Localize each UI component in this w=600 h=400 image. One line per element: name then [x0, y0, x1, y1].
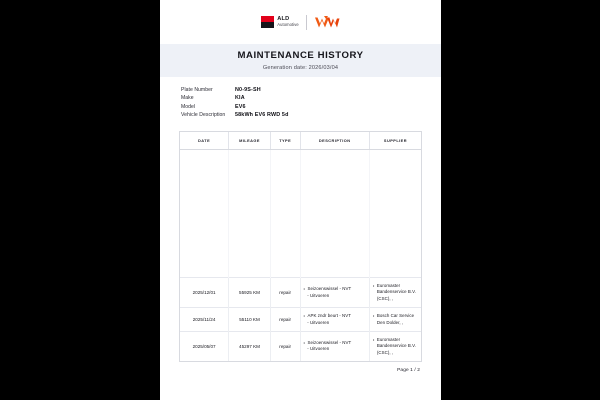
detail-label: Make: [181, 95, 194, 102]
cell-date: 2025/05/07: [180, 331, 229, 361]
supplier-line-1: Bosch Car Service Den Dolder, ,: [376, 313, 415, 325]
supplier-bullet: [373, 283, 418, 302]
bullet-dot-icon: •: [372, 336, 375, 342]
bullet-dot-icon: •: [372, 313, 375, 319]
cell-supplier: [369, 308, 421, 332]
detail-row-model: [181, 104, 421, 112]
description-line-2: - Uitvoeren: [307, 346, 330, 352]
column-header-supplier: SUPPLIER: [369, 132, 421, 150]
ald-logo-black-bar: [261, 22, 274, 28]
detail-label: Model: [181, 103, 196, 110]
table-row[interactable]: [180, 308, 421, 332]
description-line-2: - Uitvoeren: [307, 292, 330, 298]
table-header: [180, 132, 421, 150]
empty-cell: [229, 150, 271, 278]
table-row[interactable]: [180, 331, 421, 361]
description-line-1: APK zndr beurt - NVT: [307, 313, 351, 319]
table-row[interactable]: [180, 278, 421, 308]
column-header-date: DATE: [180, 132, 229, 150]
bullet-dot-icon: •: [303, 340, 305, 346]
cell-date: 2025/12/01: [180, 278, 229, 308]
ald-automotive-logo: [261, 16, 298, 28]
title-band: [160, 44, 441, 77]
ald-logo-subtitle: Automotive: [277, 22, 299, 28]
supplier-line-1: Euromaster Bandenservice B.V. (CSC), ,: [376, 283, 416, 301]
logo-group: [261, 12, 339, 32]
detail-value-plate-number: N0-9S-SH: [235, 87, 261, 93]
empty-cell: [300, 150, 369, 278]
generation-date: Generation date: 2026/03/04: [262, 64, 339, 71]
cell-mileage: 55110 KM: [229, 308, 271, 332]
cell-type: repair: [270, 331, 300, 361]
vehicle-details: [181, 87, 421, 121]
cell-type: repair: [270, 308, 300, 332]
detail-label: Plate Number: [181, 87, 213, 93]
detail-row-plate-number: [181, 87, 421, 95]
bullet-dot-icon: •: [372, 283, 375, 288]
bullet-spacer: [304, 346, 305, 352]
bullet-spacer: [304, 320, 305, 326]
bullet-dot-icon: •: [303, 313, 305, 319]
cell-description: [300, 278, 369, 308]
document-header: [160, 0, 441, 44]
document-page: [160, 0, 441, 400]
description-subline: [304, 320, 366, 326]
description-subline: [304, 346, 366, 352]
ald-logo-mark-icon: [261, 16, 274, 28]
detail-value-make: KIA: [235, 95, 245, 102]
description-line-2: - Uitvoeren: [307, 319, 330, 325]
cell-description: [300, 308, 369, 332]
maintenance-history-table: [179, 131, 422, 362]
cell-supplier: [369, 278, 421, 308]
detail-row-make: [181, 95, 421, 103]
description-line-1: Seizoenswissel - NVT: [307, 340, 352, 346]
w-logo-icon: [314, 14, 340, 30]
empty-cell: [369, 150, 421, 278]
cell-mileage: 55925 KM: [229, 278, 271, 308]
ald-logo-text: [277, 17, 298, 27]
bullet-dot-icon: •: [303, 286, 305, 292]
table-empty-area: [180, 150, 421, 278]
ald-logo-name: ALD: [277, 15, 290, 22]
cell-supplier: [369, 331, 421, 361]
table-header-row: [180, 132, 421, 150]
detail-value-vehicle-description: 58kWh EV6 RWD 5d: [235, 112, 289, 119]
detail-value-model: EV6: [235, 103, 246, 110]
bullet-spacer: [304, 293, 305, 299]
page-number-footer: Page 1 / 2: [397, 368, 420, 373]
description-line-1: Seizoenswissel - NVT: [307, 286, 352, 292]
column-header-type: TYPE: [270, 132, 300, 150]
cell-description: [300, 331, 369, 361]
column-header-description: DESCRIPTION: [300, 132, 369, 150]
supplier-line-1: Euromaster Bandenservice B.V. (CSC), ,: [376, 336, 416, 355]
table-body: [180, 150, 421, 362]
supplier-bullet: [373, 337, 418, 356]
cell-date: 2025/11/24: [180, 308, 229, 332]
cell-type: repair: [270, 278, 300, 308]
empty-cell: [270, 150, 300, 278]
empty-cell: [180, 150, 229, 278]
column-header-mileage: MILEAGE: [229, 132, 271, 150]
detail-label: Vehicle Description: [181, 112, 226, 119]
logo-divider: [306, 15, 307, 30]
cell-mileage: 45297 KM: [229, 331, 271, 361]
supplier-bullet: [373, 313, 418, 326]
detail-row-vehicle-description: [181, 112, 421, 120]
page-title: MAINTENANCE HISTORY: [237, 50, 364, 62]
description-subline: [304, 293, 366, 299]
